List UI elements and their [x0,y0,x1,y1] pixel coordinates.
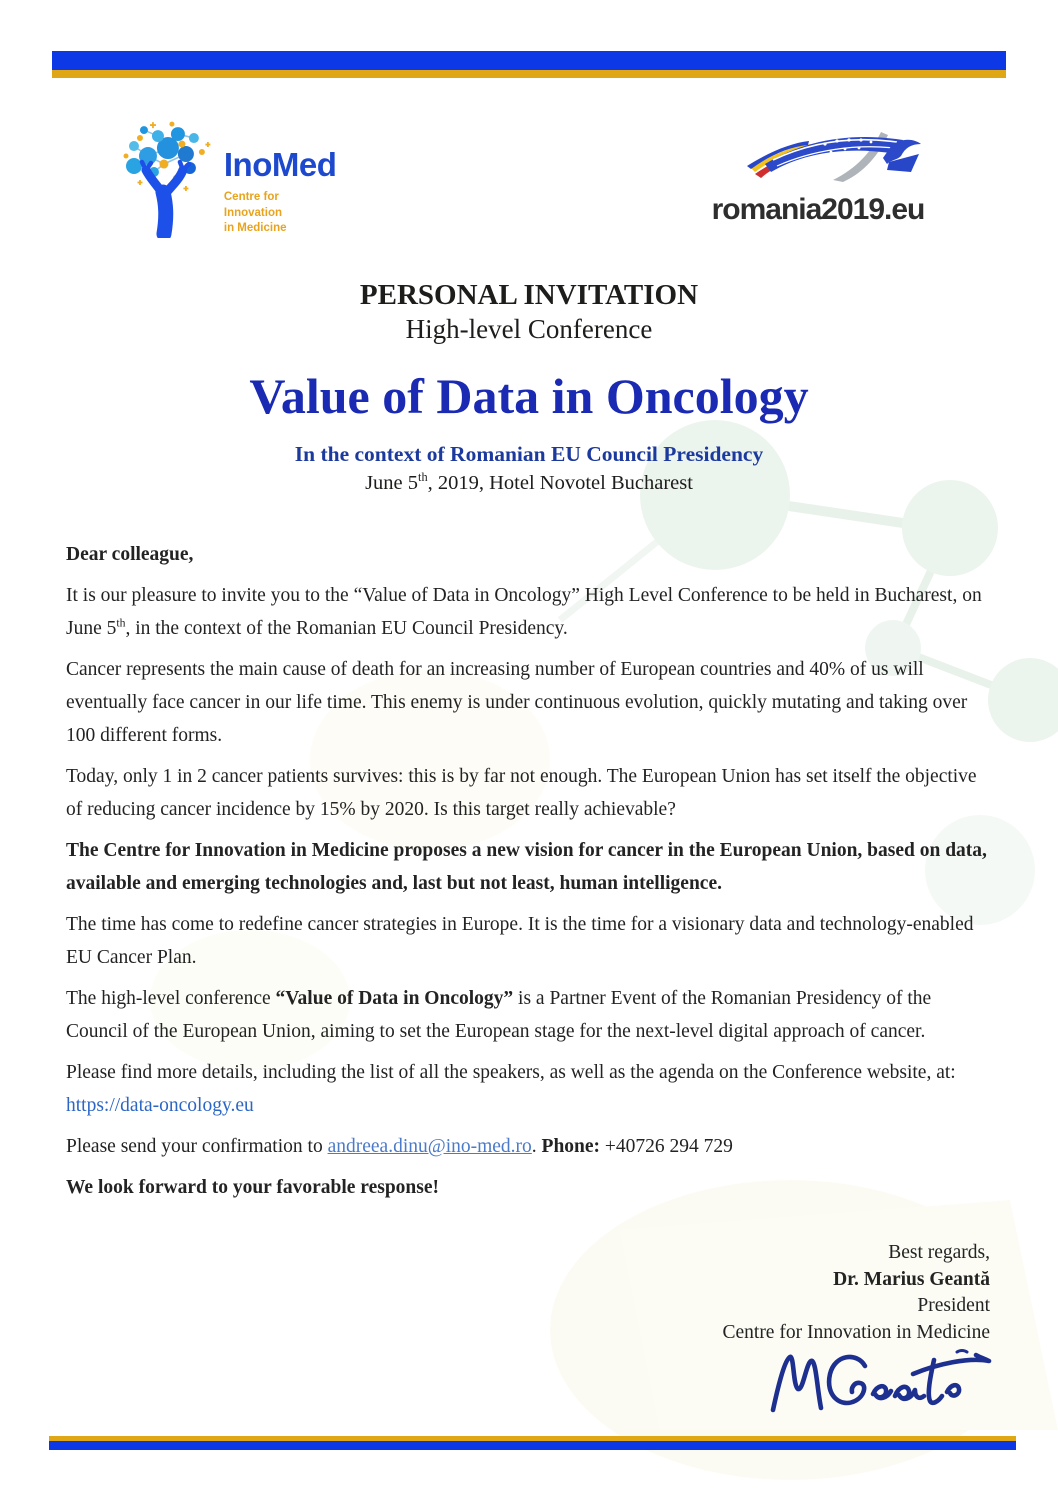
inomed-tree-icon [120,120,216,238]
paragraph-closing: We look forward to your favorable response! [66,1177,440,1198]
phone-number: +40726 294 729 [600,1136,733,1157]
paragraph-today: Today, only 1 in 2 cancer patients survives: this is by far not enough. The European Union has set itself the objective of reducing cancer incidence by 15% by 2020. Is this target really achievable? [66,766,977,820]
conference-website-link[interactable]: https://data-oncology.eu [66,1095,254,1116]
letter-body [66,538,992,1212]
subkicker-conference: High-level Conference [405,313,653,344]
signature-name: Dr. Marius Geantă [833,1268,990,1290]
inomed-tagline-line1: Centre for Innovation [223,191,283,219]
paragraph-cancer: Cancer represents the main cause of death for an increasing number of European countries and 40% of us will eventually face cancer in our life time. This enemy is under continuous evolution, quickly mutating and taking over 100 different forms. [66,659,968,746]
romania2019-text: romania2019.eu [711,193,925,226]
paragraph-partner [66,982,992,1048]
phone-label: Phone: [541,1136,601,1157]
handwritten-signature-icon [761,1344,996,1422]
inomed-tagline-line2: in Medicine [223,222,287,235]
date-pre: June 5 [365,471,419,494]
date-ordinal: th [418,469,428,484]
top-bar-blue [52,51,1006,70]
flag-waves-icon [713,130,923,186]
partner-text-c: is a Partner Event of the Romanian Presidency of the Council of the European Union, aiming to set the European stage for the next-level digital approach of cancer. [66,988,932,1042]
signature-regards: Best regards, [888,1242,990,1263]
confirm-text-b: . [531,1136,542,1157]
paragraph-details [66,1056,992,1122]
confirm-text-a: Please send your confirmation to [66,1136,328,1157]
invite-text-a: It is our pleasure to invite you to the “Value of Data in Oncology” High Level Conference to be held in Bucharest, on June 5 [66,585,982,639]
kicker-personal-invitation: PERSONAL INVITATION [359,279,699,311]
partner-text-a: The high-level conference [66,988,276,1009]
paragraph-vision: The Centre for Innovation in Medicine proposes a new vision for cancer in the European Union, based on data, available and emerging technologies and, last but not least, human intelligence. [66,840,987,894]
salutation: Dear colleague, [66,544,194,565]
details-text: Please find more details, including the list of all the speakers, as well as the agenda on the Conference website, at: [66,1062,956,1083]
subtitle-context: In the context of Romanian EU Council Presidency [294,441,764,466]
top-bar-gold [52,70,1006,78]
paragraph-invite [66,579,992,645]
romania2019-logo [698,130,938,227]
invite-ordinal: th [116,616,126,630]
signature-block [722,1240,990,1346]
invite-text-b: , in the context of the Romanian EU Council Presidency. [125,618,568,639]
page-title: Value of Data in Oncology [249,367,809,424]
inomed-name: InoMed [223,146,337,183]
date-post: , 2019, Hotel Novotel Bucharest [427,471,693,494]
signature-org: Centre for Innovation in Medicine [722,1321,990,1343]
paragraph-confirm [66,1130,992,1163]
partner-title-bold: “Value of Data in Oncology” [275,988,514,1009]
inomed-logo [120,120,340,238]
date-venue-line [0,469,1058,495]
confirmation-email-link[interactable]: andreea.dinu@ino-med.ro [327,1136,532,1157]
paragraph-time: The time has come to redefine cancer strategies in Europe. It is the time for a visionary data and technology-enabled EU Cancer Plan. [66,914,974,968]
bottom-bar-blue [49,1441,1016,1450]
signature-role: President [917,1295,990,1316]
